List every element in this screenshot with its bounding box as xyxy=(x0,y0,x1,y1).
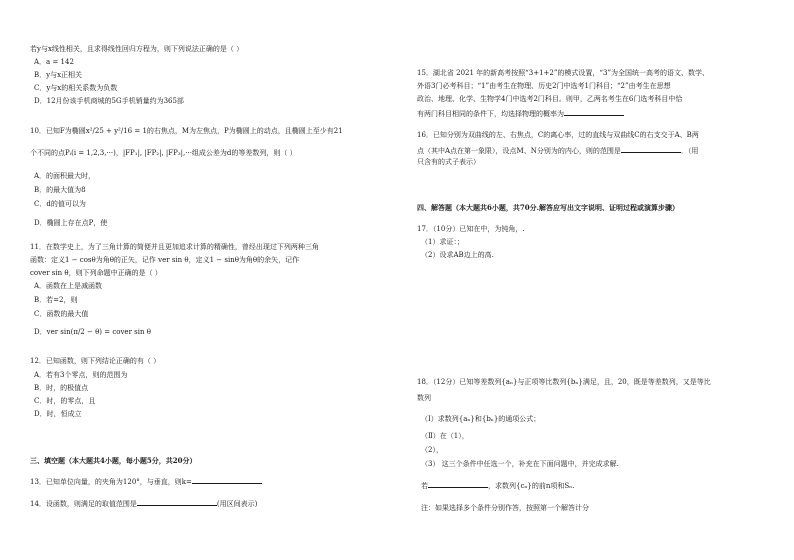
q18-part-3: （2）， xyxy=(421,446,443,454)
q15-line-4: 有两门科目相同的条件下，均选择物理的概率为 xyxy=(417,110,564,118)
q17-stem: 17．（10分）已知在中，为钝角，. xyxy=(417,225,525,233)
q18-note: 注：如果选择多个条件分别作答，按照第一个解答计分 xyxy=(421,504,589,512)
q18-part-5-suffix: ，求数列{cₙ}的前n项和Sₙ. xyxy=(488,482,575,490)
q9-stem: 若y与x线性相关，且求得线性回归方程为，则下列说法正确的是（ ） xyxy=(30,45,244,53)
q10-line-2: 个不同的点Pᵢ(i = 1,2,3,···)，|FP₁|, |FP₂|, |FP₃|,···组成公差为d的等差数列，则（ ） xyxy=(30,149,297,157)
q16-line-2-wrap xyxy=(417,145,698,156)
section-solutions-heading: 四、解答题（本大题共6小题，共70分.解答应写出文字说明、证明过程或演算步骤） xyxy=(417,203,680,212)
right-column xyxy=(397,0,794,560)
q14-suffix: (用区间表示) xyxy=(216,500,258,508)
q15-line-4-wrap xyxy=(417,108,624,119)
q16-paren: ．（用 xyxy=(680,147,699,155)
q12-option-c: C．时，的零点，且 xyxy=(34,397,96,405)
q12-option-a: A．若有3个零点，则的范围为 xyxy=(34,371,128,379)
q15-line-3: 政治、地理、化学、生物学4门中选考2门科目。则甲，乙两名考生在6门选考科目中恰 xyxy=(417,95,683,103)
q17-part-1: （1）求证：； xyxy=(421,238,464,246)
q18-line-2: 数列 xyxy=(417,394,431,402)
q13-text: 13．已知单位向量，的夹角为120°，与垂直，则k= xyxy=(30,478,192,486)
q9-option-c: C．y与x的相关系数为负数 xyxy=(34,84,118,92)
q11-option-c: C．函数的最大值 xyxy=(34,310,89,318)
q11-line-1: 11．在数学史上，为了三角计算的简便并且更加追求计算的精确性，曾经出现过下列两种三角 xyxy=(30,243,319,251)
q11-option-b: B．若=2，则 xyxy=(34,296,78,304)
q15-answer-blank xyxy=(564,108,624,116)
q10-option-a: A．的面积最大时， xyxy=(34,172,96,180)
section-fill-in-heading: 三、填空题（本大题共4小题，每小题5分，共20分） xyxy=(30,456,197,465)
q18-part-1: （Ⅰ）求数列{aₙ}和{bₙ}的通项公式； xyxy=(421,415,541,423)
q17-part-2: （2）设求AB边上的高. xyxy=(421,251,494,259)
q11-option-a: A．函数在上是减函数 xyxy=(34,282,103,290)
q16-line-3: 只含有的式子表示） xyxy=(417,158,480,166)
q9-option-b: B．y与x正相关 xyxy=(34,71,83,79)
q16-line-2: 点（其中A点在第一象限），设点M、N分别为的内心，则的范围是 xyxy=(417,147,621,155)
question-14 xyxy=(30,498,257,509)
q18-part-5-prefix: 若 xyxy=(421,482,428,490)
q11-line-2: 函数：定义1 − cosθ为角θ的正矢，记作 ver sin θ，定义1 − sinθ为角θ的余矢，记作 xyxy=(30,256,300,264)
q16-line-1: 16．已知分别为双曲线的左、右焦点，C的离心率，过的直线与双曲线C的右支交于A、B两 xyxy=(417,131,699,139)
q12-option-b: B．时，的极值点 xyxy=(34,384,89,392)
q11-line-3: cover sin θ，则下列命题中正确的是（ ） xyxy=(30,269,162,277)
q12-stem: 12．已知函数，则下列结论正确的有（ ） xyxy=(30,357,161,365)
q18-part-4: （3） 这三个条件中任选一个，补充在下面问题中，并完成求解. xyxy=(421,460,619,468)
q18-line-1: 18．（12分）已知等差数列{aₙ}与正项等比数列{bₙ}满足，且，20，既是等差数列，又是等比 xyxy=(417,378,711,386)
question-13 xyxy=(30,476,262,487)
q14-answer-blank xyxy=(137,498,217,506)
q18-part-2: （Ⅱ）在（1）， xyxy=(421,432,469,440)
q15-line-1: 15．湖北省 2021 年的新高考按照“3+1+2”的模式设置，“3”为全国统一高考的语文、数学、 xyxy=(417,69,710,77)
q10-line-1: 10．已知F为椭圆x²/25 + y²/16 = 1的右焦点，M为左焦点，P为椭圆上的动点，且椭圆上至少有21 xyxy=(30,127,343,135)
q15-line-2: 外语3门必考科目；“1”由考生在物理、历史2门中选考1门科目；“2”由考生在思想 xyxy=(417,82,671,90)
q11-option-d: D．ver sin(π/2 − θ) = cover sin θ xyxy=(34,328,151,336)
q18-answer-blank xyxy=(428,480,488,488)
q10-option-d: D．椭圆上存在点P，使 xyxy=(34,219,108,227)
q9-option-a: A．a = 142 xyxy=(34,58,74,66)
q13-answer-blank xyxy=(192,476,262,484)
q10-option-b: B．的最大值为8 xyxy=(34,186,86,194)
q10-option-c: C．d的值可以为 xyxy=(34,200,86,208)
q18-part-5 xyxy=(421,480,574,491)
q12-option-d: D．时，恒成立 xyxy=(34,410,82,418)
q9-option-d: D．12月份该手机商城的5G手机销量约为365部 xyxy=(34,97,184,105)
q14-text: 14．设函数，则满足的取值范围是 xyxy=(30,500,137,508)
q16-answer-blank xyxy=(621,145,681,153)
